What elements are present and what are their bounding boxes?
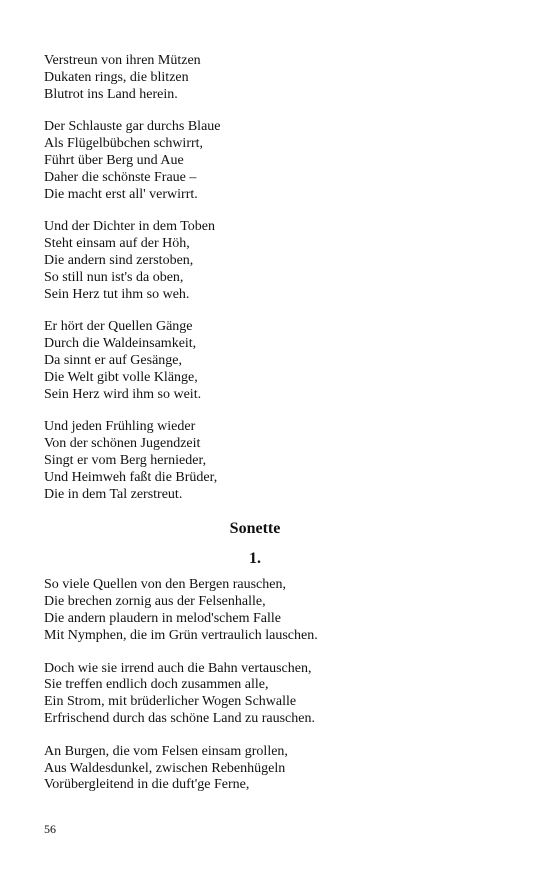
sonnet [44,577,514,794]
verse-line: Sein Herz tut ihm so weh. [44,286,190,302]
verse-line: Die Welt gibt volle Klänge, [44,369,198,385]
verse-line: Sein Herz wird ihm so weit. [44,386,202,402]
sonnet-stanza-3 [44,744,514,794]
poem-stanza-3 [44,219,514,303]
verse-line: Da sinnt er auf Gesänge, [44,352,183,368]
verse-line: Und Heimweh faßt die Brüder, [44,469,218,485]
verse-line: An Burgen, die vom Felsen einsam grollen, [44,743,288,759]
verse-line: Er hört der Quellen Gänge [44,319,193,335]
poem-stanza-5 [44,419,514,503]
verse-line: Aus Waldesdunkel, zwischen Rebenhügeln [44,760,286,776]
sonnet-stanza-1 [44,577,514,644]
verse-line: Mit Nymphen, die im Grün vertraulich lauschen. [44,627,318,643]
verse-line: Erfrischend durch das schöne Land zu rauschen. [44,710,315,726]
verse-line: So viele Quellen von den Bergen rauschen, [44,577,286,593]
verse-line: Die in dem Tal zerstreut. [44,486,183,502]
page-content [44,53,514,810]
verse-line: Verstreun von ihren Mützen [44,53,201,68]
poem-stanza-1 [44,53,514,103]
verse-line: Steht einsam auf der Höh, [44,236,190,252]
section-title: Sonette [229,520,281,538]
poem-stanza-2 [44,119,514,203]
verse-line: Daher die schönste Fraue – [44,169,197,185]
verse-line: Führt über Berg und Aue [44,152,184,168]
verse-line: Und jeden Frühling wieder [44,419,196,435]
verse-line: Dukaten rings, die blitzen [44,69,189,85]
verse-line: Der Schlauste gar durchs Blaue [44,119,221,135]
verse-line: Vorübergleitend in die duft'ge Ferne, [44,777,250,793]
verse-line: Als Flügelbübchen schwirrt, [44,136,204,152]
verse-line: Singt er vom Berg hernieder, [44,452,207,468]
verse-line: Von der schönen Jugendzeit [44,436,201,452]
verse-line: Die macht erst all' verwirrt. [44,186,198,202]
verse-line: Und der Dichter in dem Toben [44,219,215,235]
poem-stanza-4 [44,319,514,403]
verse-line: Doch wie sie irrend auch die Bahn vertauschen, [44,660,312,676]
page-number: 56 [44,822,56,836]
verse-line: So still nun ist's da oben, [44,269,184,285]
sonnet-number: 1. [249,550,261,568]
verse-line: Die andern plaudern in melod'schem Falle [44,610,281,626]
poem-end [44,53,514,503]
verse-line: Blutrot ins Land herein. [44,86,178,102]
sonnet-stanza-2 [44,661,514,728]
verse-line: Durch die Waldeinsamkeit, [44,336,197,352]
verse-line: Die andern sind zerstoben, [44,252,194,268]
verse-line: Die brechen zornig aus der Felsenhalle, [44,594,266,610]
verse-line: Sie treffen endlich doch zusammen alle, [44,677,269,693]
verse-line: Ein Strom, mit brüderlicher Wogen Schwalle [44,694,297,710]
